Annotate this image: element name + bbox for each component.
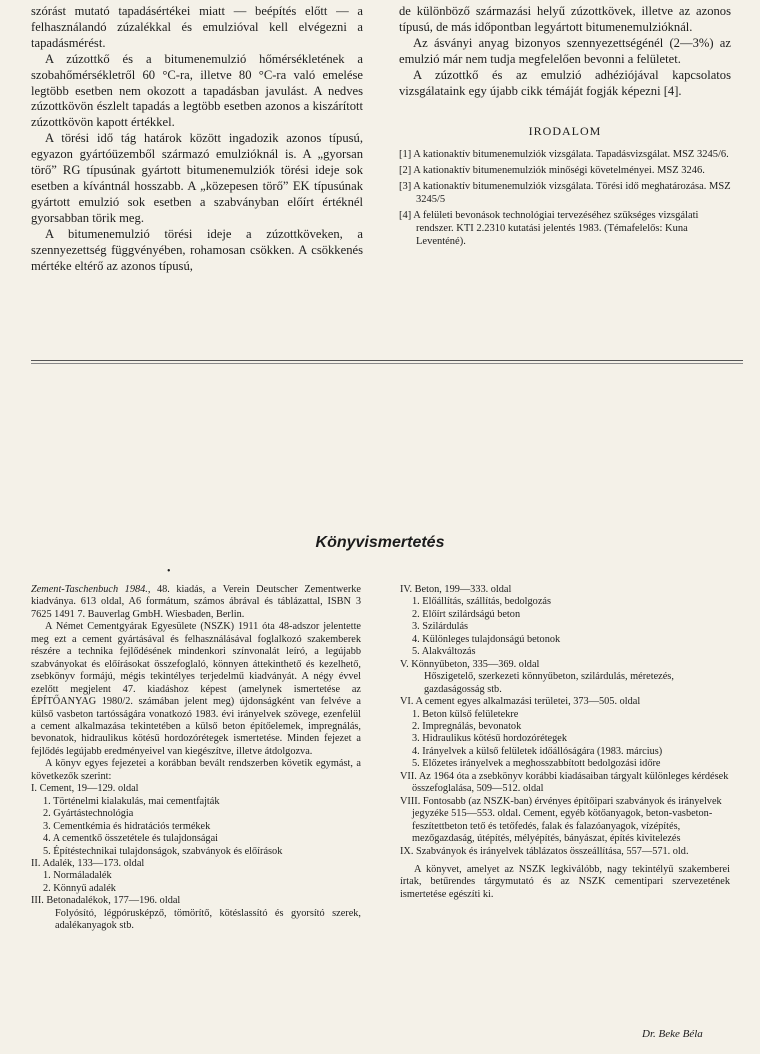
toc-item: 1. Normáladalék <box>43 870 112 882</box>
review-paragraph: A könyv egyes fejezetei a korábban bevált rendszerben követik egymást, a következők szerint: <box>31 758 361 782</box>
toc-item: 3. Cementkémia és hidratációs termékek <box>43 820 211 832</box>
table-of-contents-right <box>400 584 730 858</box>
book-details: , 48. kiadás, a Verein Deutscher Zementwerke kiadványa. 613 oldal, A6 formátum, számos ábrával és táblázattal, ISBN 3 7625 1491 7. Bauverlag GmbH. Wiesbaden, Berlin. <box>31 584 362 620</box>
toc-item: 4. Irányelvek a külső felületek időállóságára (1983. március) <box>412 745 663 757</box>
toc-item: 3. Hidraulikus kötésű hordozórétegek <box>412 733 567 745</box>
review-paragraph: A Német Cementgyárak Egyesülete (NSZK) 1911 óta 48-adszor jelentette meg ezt a cement gyártásával és felhasználásával foglalkozó szakemberek részére a technika fejlődésének mindenkori színvonalát leíró, a legújabb szabványokat és előírásokat összefoglaló, könnyen áttekinthető és kezelhető, zsebkönyv formájú, mégis tekintélyes terjedelmű kiadványát. A négy évvel ezelőtt megjelent 47. kiadáshoz képest (amelynek ismertetése az ÉPÍTŐANYAG 1980/2. számában jelent meg) újdonságként van felvéve a külső vasbeton tartósságára vonatkozó 1983. évi irányelvek szövege, ezenfelül a cement alkalmazása tekintetében a külső beton építőelemek, impregnálás, bevonatok, hidraulikus kötésű hordozórétegek ismertetése. Minden fejezet a fejlődés legújabb eredményeivel van kiegészítve, illetve átdolgozva. <box>31 621 361 757</box>
toc-item: 1. Történelmi kialakulás, mai cementfajták <box>43 795 220 807</box>
toc-item: 2. Impregnálás, bevonatok <box>412 720 522 732</box>
toc-item: 1. Előállítás, szállítás, bedolgozás <box>412 596 551 608</box>
toc-item: 2. Gyártástechnológia <box>43 808 134 820</box>
toc-item: VI. A cement egyes alkalmazási területei, 373—505. oldal <box>400 696 641 708</box>
toc-item: Hőszigetelő, szerkezeti könnyűbeton, szilárdulás, méretezés, gazdaságosság stb. <box>424 671 674 695</box>
toc-item: 5. Alakváltozás <box>412 646 476 658</box>
toc-item: 2. Könnyű adalék <box>43 882 116 894</box>
section-title: Könyvismertetés <box>315 534 445 551</box>
reviewer-signature: Dr. Beke Béla <box>642 1028 703 1040</box>
toc-item: I. Cement, 19—129. oldal <box>31 783 139 795</box>
toc-item: 4. Különleges tulajdonságú betonok <box>412 633 561 645</box>
paragraph: Az ásványi anyag bizonyos szennyezettségénél (2—3%) az emulzió már nem tudja megfelelően bevonni a felületet. <box>399 35 731 66</box>
reference-item: [2] A kationaktív bitumenemulziók minőségi követelményei. MSZ 3246. <box>399 165 705 177</box>
book-citation <box>31 584 361 621</box>
bullet-mark: • <box>167 566 171 577</box>
closing-paragraph: A könyvet, amelyet az NSZK legkiválóbb, nagy tekintélyű szakemberei írtak, betűrendes tárgymutató és az NSZK cementipari szervezetének ismertetése egészíti ki. <box>400 863 730 900</box>
reference-item: [4] A felületi bevonások technológiai tervezéséhez szükséges vizsgálati rendszer. KTI 2.2310 kutatási jelentés 1983. (Témafelelős: Kuna Leventéné). <box>399 210 699 248</box>
paragraph: A törési idő tág határok között ingadozik azonos típusú, egyazon gyártóüzemből származó emulzióknál is. A „gyorsan törő” RG típusúnak gyártott bitumenemulziók törési ideje sok esetben a kívántnál hosszabb. A „közepesen törő” EK típusúnak gyártott emulzió sok esetben a szabványban előírt értéknél gyorsabban törik meg. <box>31 131 363 225</box>
toc-item: III. Betonadalékok, 177—196. oldal <box>31 895 181 907</box>
toc-item: VII. Az 1964 óta a zsebkönyv korábbi kiadásaiban tárgyalt különleges kérdések összefoglalása, 509—512. oldal <box>400 770 729 795</box>
reference-item: [1] A kationaktív bitumenemulziók vizsgálata. Tapadásvizsgálat. MSZ 3245/6. <box>399 149 729 161</box>
article-left-column <box>31 4 363 274</box>
toc-item: V. Könnyűbeton, 335—369. oldal <box>400 658 540 670</box>
toc-item: 1. Beton külső felületekre <box>412 708 519 720</box>
toc-item: IX. Szabványok és irányelvek táblázatos összeállítása, 557—571. old. <box>400 845 689 857</box>
paragraph: A bitumenemulzió törési ideje a zúzottköveken, a szennyezettség függvényében, rohamosan csökken. A csökkenés mértéke eltérő az azonos típusú, <box>31 226 363 273</box>
paragraph: A zúzottkő és a bitumenemulzió hőmérsékletének a szobahőmérsékletről 60 °C-ra, illetve 80 °C-ra való emelése legtöbb esetben nem okozott a tapadásban javulást. A nedves zúzottkövön észlelt tapadás a legtöbb esetben azonos a kiszárított zúzottkövön kapott értékkel. <box>31 51 363 130</box>
table-of-contents-left <box>31 783 361 932</box>
paragraph: de különböző származási helyű zúzottkövek, illetve az azonos típusú, de más időpontban legyártott bitumenemulzióknál. <box>399 4 731 34</box>
toc-item: II. Adalék, 133—173. oldal <box>31 857 145 869</box>
toc-item: VIII. Fontosabb (az NSZK-ban) érvényes építőipari szabványok és irányelvek jegyzéke 515—553. oldal. Cement, egyéb kötőanyagok, beton-vasbeton-feszítettbeton tető és tetőfedés, falak és falazóanyagok, vízépítés, mezőgazdaság, útépítés, mélyépítés, bányászat, építés kivitelezés <box>400 795 722 845</box>
section-divider <box>31 360 743 364</box>
references-heading: IRODALOM <box>528 124 602 139</box>
toc-item: 4. A cementkő összetétele és tulajdonságai <box>43 833 218 845</box>
toc-item: 5. Előzetes irányelvek a meghosszabbított bedolgozási időre <box>412 758 661 770</box>
toc-item: IV. Beton, 199—333. oldal <box>400 584 512 595</box>
reference-item: [3] A kationaktív bitumenemulziók vizsgálata. Törési idő meghatározása. MSZ 3245/5 <box>399 181 731 206</box>
toc-item: 3. Szilárdulás <box>412 621 469 633</box>
toc-item: Folyósító, légpórusképző, tömörítő, kötéslassító és gyorsító szerek, adalékanyagok stb. <box>55 907 361 932</box>
book-title: Zement-Taschenbuch 1984. <box>31 584 148 595</box>
paragraph: szórást mutató tapadásértékei miatt — beépítés előtt — a felhasználandó zúzalékkal és emulzióval kell elvégezni a tapadásmérést. <box>31 4 363 50</box>
review-right-column <box>400 584 730 901</box>
paragraph: A zúzottkő és az emulzió adhéziójával kapcsolatos vizsgálataink egy újabb cikk témáját fogják képezni [4]. <box>399 67 731 98</box>
toc-item: 5. Építéstechnikai tulajdonságok, szabványok és előírások <box>43 845 283 857</box>
article-right-column <box>399 4 731 251</box>
toc-item: 2. Előírt szilárdságú beton <box>412 608 521 620</box>
review-left-column <box>31 584 361 933</box>
